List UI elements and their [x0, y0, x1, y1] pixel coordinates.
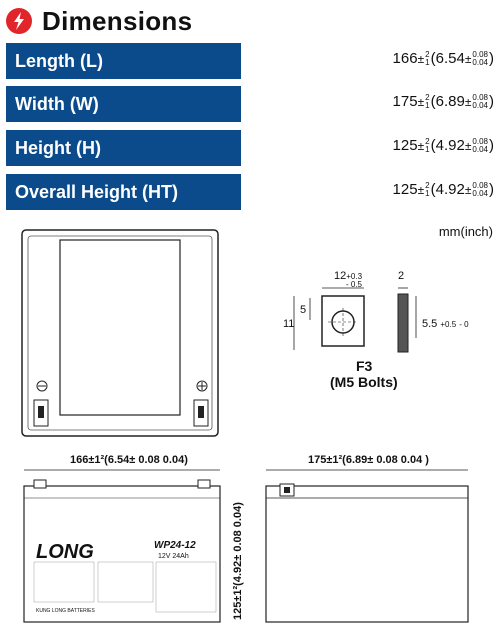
terminal-height-dim: 11: [283, 318, 295, 330]
dimension-value-overall-height: 125 ± 2 1 ( 4.92 ± 0.08 0.04 ): [392, 180, 494, 198]
section-header: [6, 6, 192, 36]
page-title: Dimensions: [42, 5, 193, 36]
terminal-width-dim: 12+0.3: [334, 270, 363, 282]
length-dimension-label: 166±1²(6.54± 0.08 0.04): [70, 454, 188, 466]
battery-rating: 12V 24Ah: [158, 553, 189, 560]
lightning-bolt-icon: [6, 8, 32, 34]
battery-model: WP24-12: [154, 540, 196, 551]
battery-brand: LONG: [36, 541, 94, 563]
terminal-width-minus: - 0.5: [346, 280, 363, 289]
dimension-value-width: 175 ± 2 1 ( 6.89 ± 0.08 0.04 ): [392, 92, 494, 110]
dimension-value-length: 166 ± 2 1 ( 6.54 ± 0.08 0.04 ): [392, 49, 494, 67]
battery-front-view: [20, 462, 228, 626]
dimension-label-overall-height: Overall Height (HT): [6, 174, 241, 210]
terminal-bolt: (M5 Bolts): [330, 374, 398, 390]
terminal-offset-dim: 5.5 +0.5 - 0: [422, 318, 469, 330]
terminal-name: F3: [356, 358, 373, 374]
dimension-label-width: Width (W): [6, 86, 241, 122]
dimension-value-height: 125 ± 2 1 ( 4.92 ± 0.08 0.04 ): [392, 136, 494, 154]
terminal-thickness-dim: 2: [398, 270, 405, 282]
battery-maker: KUNG LONG BATTERIES: [36, 608, 95, 614]
battery-side-view: [262, 462, 474, 626]
height-dimension-label: 125±1²(4.92± 0.08 0.04): [232, 502, 244, 620]
dimension-label-length: Length (L): [6, 43, 241, 79]
width-dimension-label: 175±1²(6.89± 0.08 0.04 ): [308, 454, 429, 466]
unit-note: mm(inch): [438, 224, 493, 239]
terminal-hole-dim: 5: [300, 304, 307, 316]
dimension-label-height: Height (H): [6, 130, 241, 166]
battery-top-view: [20, 228, 220, 440]
